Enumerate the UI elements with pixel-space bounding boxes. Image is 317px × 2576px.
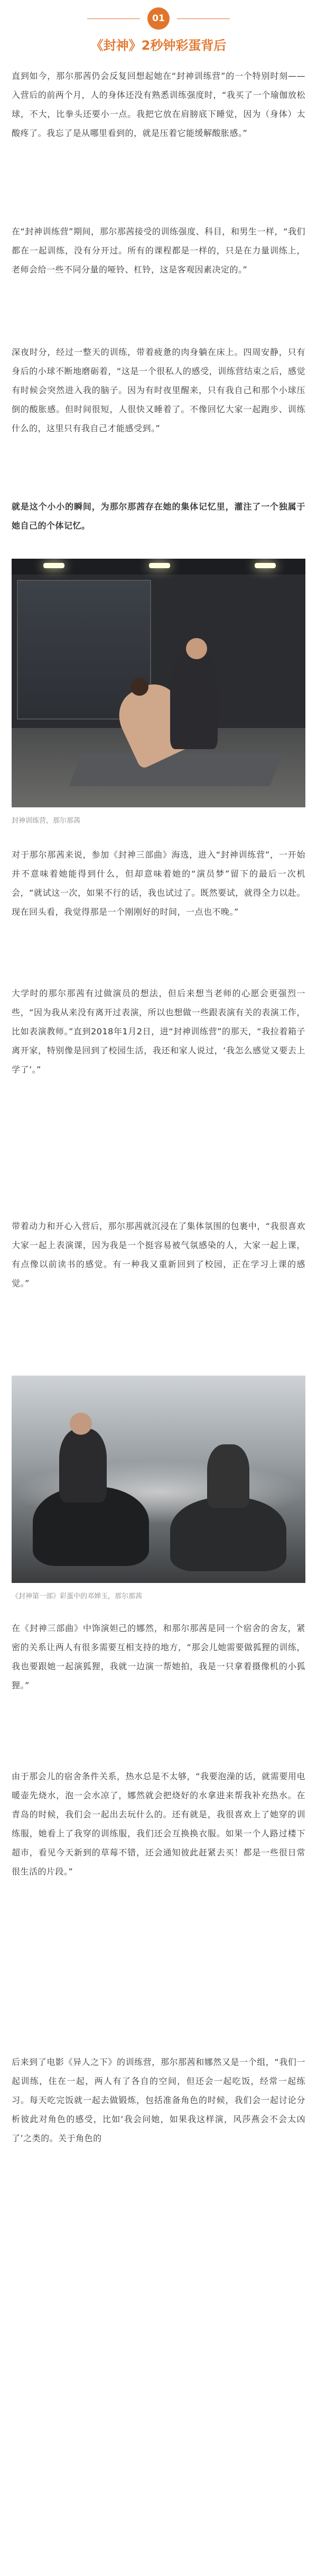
horse-figure (170, 1497, 286, 1571)
trainee-figure (170, 649, 218, 749)
training-mat (69, 754, 282, 786)
ceiling-light (149, 563, 170, 568)
rider-figure (70, 1413, 92, 1435)
paragraph-10: 后来到了电影《异人之下》的训练营，那尔那茜和娜然又是一个组，“我们一起训练，住在一起，两人有了各自的空间，但还会一起吃饭，经常一起练习。每天吃完饭就一起去做锻炼，包括准备角色的时候，我们会一起讨论分析彼此对角色的感受，比如‘我会问她，如果我这样演，风莎燕会不会太凶了’之类的。关于角色的 (12, 2057, 305, 2143)
section-title: 《封神》2秒钟彩蛋背后 (90, 38, 227, 53)
paragraph-4-emphasis: 就是这个小小的瞬间，为那尔那茜存在她的集体记忆里，灌注了一个独属于她自己的个体记忆。 (12, 502, 305, 531)
paragraph-8: 在《封神三部曲》中饰演妲己的娜然，和那尔那茜是同一个宿舍的舍友，紧密的关系让两人有很多需要互相支持的地方，“那会儿她需要做狐狸的训练，我也要跟她一起演狐狸，我就一边演一帮她拍，我是一只拿着摄像机的小狐狸。” (12, 1623, 305, 1690)
paragraph-1: 直到如今，那尔那茜仍会反复回想起她在“封神训练营”的一个特别时刻——入营后的前两个月，人的身体还没有熟悉训练强度时，“我买了一个瑜伽放松球，不大，比拳头还要小一点。我把它放在肩膀底下睡觉，因为（身体）太酸疼了。我忘了是从哪里看到的，就是压着它能缓解酸胀感。” (12, 71, 305, 138)
paragraph-7: 带着动力和开心入营后，那尔那茜就沉浸在了集体氛围的包裹中，“我很喜欢大家一起上表演课，因为我是一个挺容易被气氛感染的人，大家一起上课，有点像以前读书的感觉。有一种我又重新回到了校园，正在学习上课的感觉。” (12, 1221, 305, 1288)
training-camp-photo (12, 559, 305, 807)
paragraph-6: 大学时的那尔那茜有过做演员的想法，但后来想当老师的心愿会更强烈一些，“因为我从来没有离开过表演，所以也想做一些跟表演有关的表演工作，比如表演教师。”直到2018年1月2日，进“封神训练营”的那天，“我拉着箱子离开家，特别像是回到了校园生活，我还和家人说过，‘我怎么感觉又要去上学了’。” (12, 988, 305, 1075)
figure-1-caption: 封神训练营，那尔那茜 (12, 817, 81, 825)
trainee-figure (130, 678, 148, 696)
horse-riding-photo (12, 1376, 305, 1583)
section-number-badge: 01 (147, 7, 170, 30)
figure-2-caption: 《封神第一部》彩蛋中的邓婵玉，那尔那茜 (12, 1592, 143, 1600)
rider-figure (59, 1428, 107, 1503)
paragraph-2: 在“封神训练营”期间，那尔那茜接受的训练强度、科目，和男生一样，“我们都在一起训练，没有分开过。所有的课程都是一样的，只是在力量训练上，老师会给一些不同分量的哑铃、杠铃，这是客观因素决定的。” (12, 226, 305, 275)
trainee-figure (186, 638, 207, 659)
rider-figure (207, 1444, 249, 1508)
ceiling-light (255, 563, 276, 568)
paragraph-5: 对于那尔那茜来说，参加《封神三部曲》海选，进入“封神训练营”，一开始并不意味着她能得到什么，但却意味着她的“演员梦”留下的最后一次机会，“就试这一次，如果不行的话，我也试过了。既然要试，就得全力以赴。现在回头看，我觉得那是一个刚刚好的时间，一点也不晚。” (12, 850, 305, 917)
paragraph-9: 由于那会儿的宿舍条件关系，热水总是不太够，“我要泡澡的话，就需要用电暖壶先烧水，泡一会水凉了，娜然就会把烧好的水拿进来帮我补充热水。在青岛的时候，我们会一起出去玩什么的。还有就是，我很喜欢上了她穿的训练服，她看上了我穿的训练服，我们还会互换换衣服。如果一个人路过楼下超市，看见今天新到的草莓不错，还会通知彼此赶紧去买！都是一些很日常很生活的片段。” (12, 1771, 305, 1877)
ceiling-light (43, 563, 64, 568)
paragraph-3: 深夜时分，经过一整天的训练，带着疲惫的肉身躺在床上。四周安静，只有身后的小球不断地磨砺着，“这是一个很私人的感受，训练营结束之后，感觉有时候会突然进入我的脑子。因为有时夜里醒来，只有我自己和那个小球压倒的酸胀感。但时间很短，人很快又睡着了。不像回忆大家一起跑步、训练什么的，这里只有我自己才能感受到。” (12, 347, 305, 433)
